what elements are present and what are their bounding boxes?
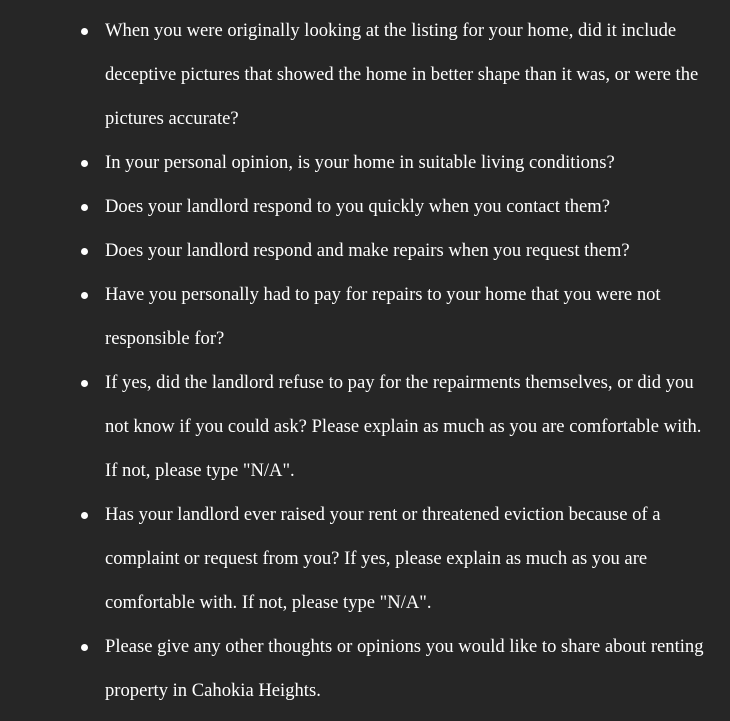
question-text: If yes, did the landlord refuse to pay for the repairments themselves, or did you not know if you could ask? Please explain as much as you are comfortable with. If not, please type "N/A". — [105, 372, 702, 481]
list-item[interactable] — [0, 361, 730, 493]
question-text: Has your landlord ever raised your rent or threatened eviction because of a complaint or request from you? If yes, please explain as much as you are comfortable with. If not, please type "N/A". — [105, 504, 661, 613]
bullet-icon — [81, 248, 88, 255]
list-item[interactable] — [0, 273, 730, 361]
question-text: In your personal opinion, is your home in suitable living conditions? — [105, 152, 615, 173]
list-item[interactable] — [0, 625, 730, 713]
question-text: Does your landlord respond to you quickly when you contact them? — [105, 196, 611, 217]
list-item[interactable] — [0, 141, 730, 185]
question-text: When you were originally looking at the listing for your home, did it include deceptive pictures that showed the home in better shape than it was, or were the pictures accurate? — [105, 20, 699, 129]
question-list — [0, 9, 730, 713]
bullet-icon — [81, 380, 88, 387]
bullet-icon — [81, 292, 88, 299]
list-item[interactable] — [0, 493, 730, 625]
bullet-icon — [81, 512, 88, 519]
list-item[interactable] — [0, 185, 730, 229]
list-item[interactable] — [0, 229, 730, 273]
question-text: Have you personally had to pay for repairs to your home that you were not responsible for? — [105, 284, 661, 349]
bullet-icon — [81, 644, 88, 651]
bullet-icon — [81, 204, 88, 211]
question-text: Please give any other thoughts or opinions you would like to share about renting property in Cahokia Heights. — [105, 636, 704, 701]
bullet-icon — [81, 160, 88, 167]
list-item[interactable] — [0, 9, 730, 141]
bullet-icon — [81, 28, 88, 35]
question-text: Does your landlord respond and make repairs when you request them? — [105, 240, 630, 261]
